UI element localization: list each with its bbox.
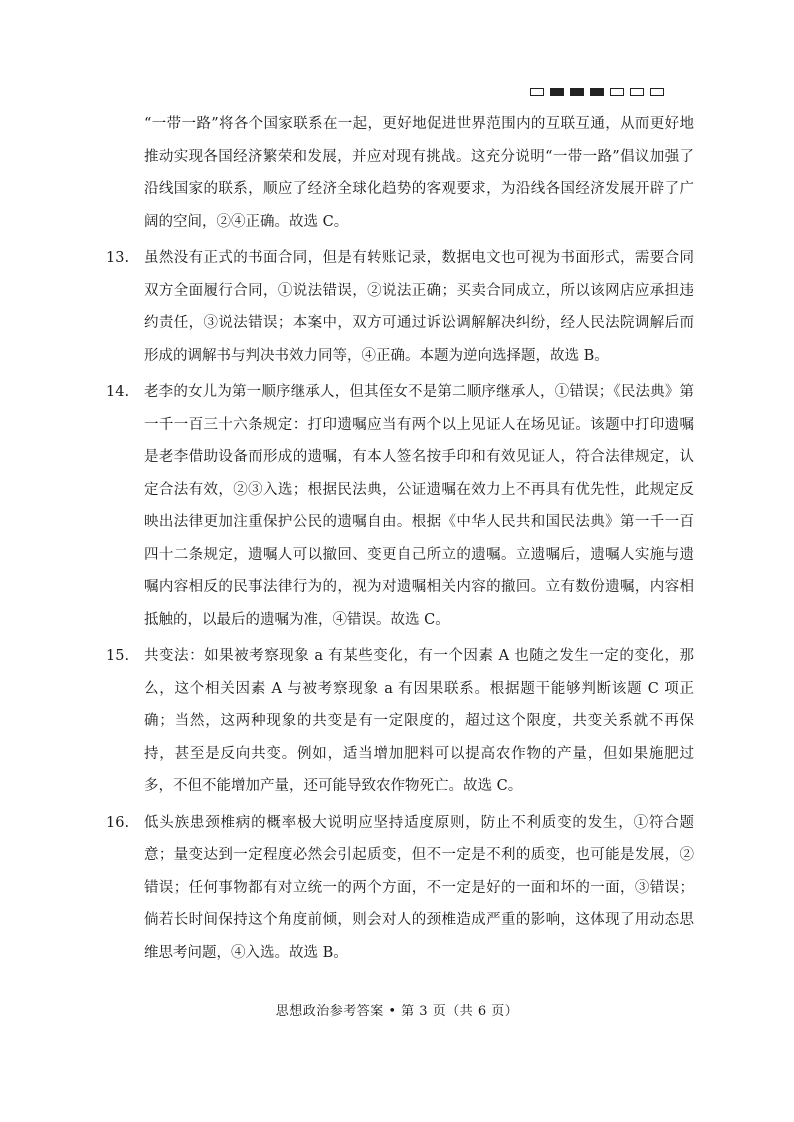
header-mark-3 <box>590 88 604 96</box>
answer-item-14 <box>106 376 694 636</box>
answer-number: 15. <box>106 648 130 664</box>
header-mark-6 <box>650 88 664 96</box>
answer-text: “一带一路”将各个国家联系在一起，更好地促进世界范围内的互联互通，从而更好地推动实现各国经济繁荣和发展，并应对现有挑战。这充分说明“一带一路”倡议加强了沿线国家的联系，顺应了经济全球化趋势的客观要求，为沿线各国经济发展开辟了广阔的空间，②④正确。故选 C。 <box>144 116 694 230</box>
answer-item-16 <box>106 807 694 970</box>
answer-text: 老李的女儿为第一顺序继承人，但其侄女不是第二顺序继承人，①错误；《民法典》第一千一百三十六条规定：打印遗嘱应当有两个以上见证人在场见证。该题中打印遗嘱是老李借助设备而形成的遗嘱，有本人签名按手印和有效见证人，符合法律规定，认定合法有效，②③入选；根据民法典，公证遗嘱在效力上不再具有优先性，此规定反映出法律更加注重保护公民的遗嘱自由。根据《中华人民共和国民法典》第一千一百四十二条规定，遗嘱人可以撤回、变更自己所立的遗嘱。立遗嘱后，遗嘱人实施与遗嘱内容相反的民事法律行为的，视为对遗嘱相关内容的撤回。立有数份遗嘱，内容相抵触的，以最后的遗嘱为准，④错误。故选 C。 <box>144 384 694 628</box>
answer-number: 14. <box>106 384 130 400</box>
answer-text: 共变法：如果被考察现象 a 有某些变化，有一个因素 A 也随之发生一定的变化，那么，这个相关因素 A 与被考察现象 a 有因果联系。根据题干能够判断该题 C 项正确；当然，这两种现象的共变是有一定限度的，超过这个限度，共变关系就不再保持，甚至是反向共变。例如，适当增加肥料可以提高农作物的产量，但如果施肥过多，不但不能增加产量，还可能导致农作物死亡。故选 C。 <box>144 648 694 794</box>
answer-content <box>106 108 694 973</box>
answer-number: 16. <box>106 814 130 831</box>
answer-item-12-continued <box>106 108 694 238</box>
answer-item-15 <box>106 640 694 803</box>
header-mark-2 <box>570 88 584 96</box>
header-mark-4 <box>610 88 624 96</box>
header-marks <box>530 88 664 96</box>
answer-item-13 <box>106 242 694 372</box>
header-mark-5 <box>630 88 644 96</box>
page-footer: 思想政治参考答案 • 第 3 页（共 6 页） <box>275 1004 519 1019</box>
answer-text: 低头族患颈椎病的概率极大说明应坚持适度原则，防止不利质变的发生，①符合题意；量变达到一定程度必然会引起质变，但不一定是不利的质变，也可能是发展，②错误；任何事物都有对立统一的两个方面，不一定是好的一面和坏的一面，③错误；倘若长时间保持这个角度前倾，则会对人的颈椎造成严重的影响，这体现了用动态思维思考问题，④入选。故选 B。 <box>144 814 694 961</box>
header-mark-1 <box>550 88 564 96</box>
header-mark-0 <box>530 88 544 96</box>
answer-text: 虽然没有正式的书面合同，但是有转账记录，数据电文也可视为书面形式，需要合同双方全面履行合同，①说法错误，②说法正确；买卖合同成立，所以该网店应承担违约责任，③说法错误；本案中，双方可通过诉讼调解解决纠纷，经人民法院调解后而形成的调解书与判决书效力同等，④正确。本题为逆向选择题，故选 B。 <box>144 250 694 364</box>
answer-number: 13. <box>106 250 130 266</box>
